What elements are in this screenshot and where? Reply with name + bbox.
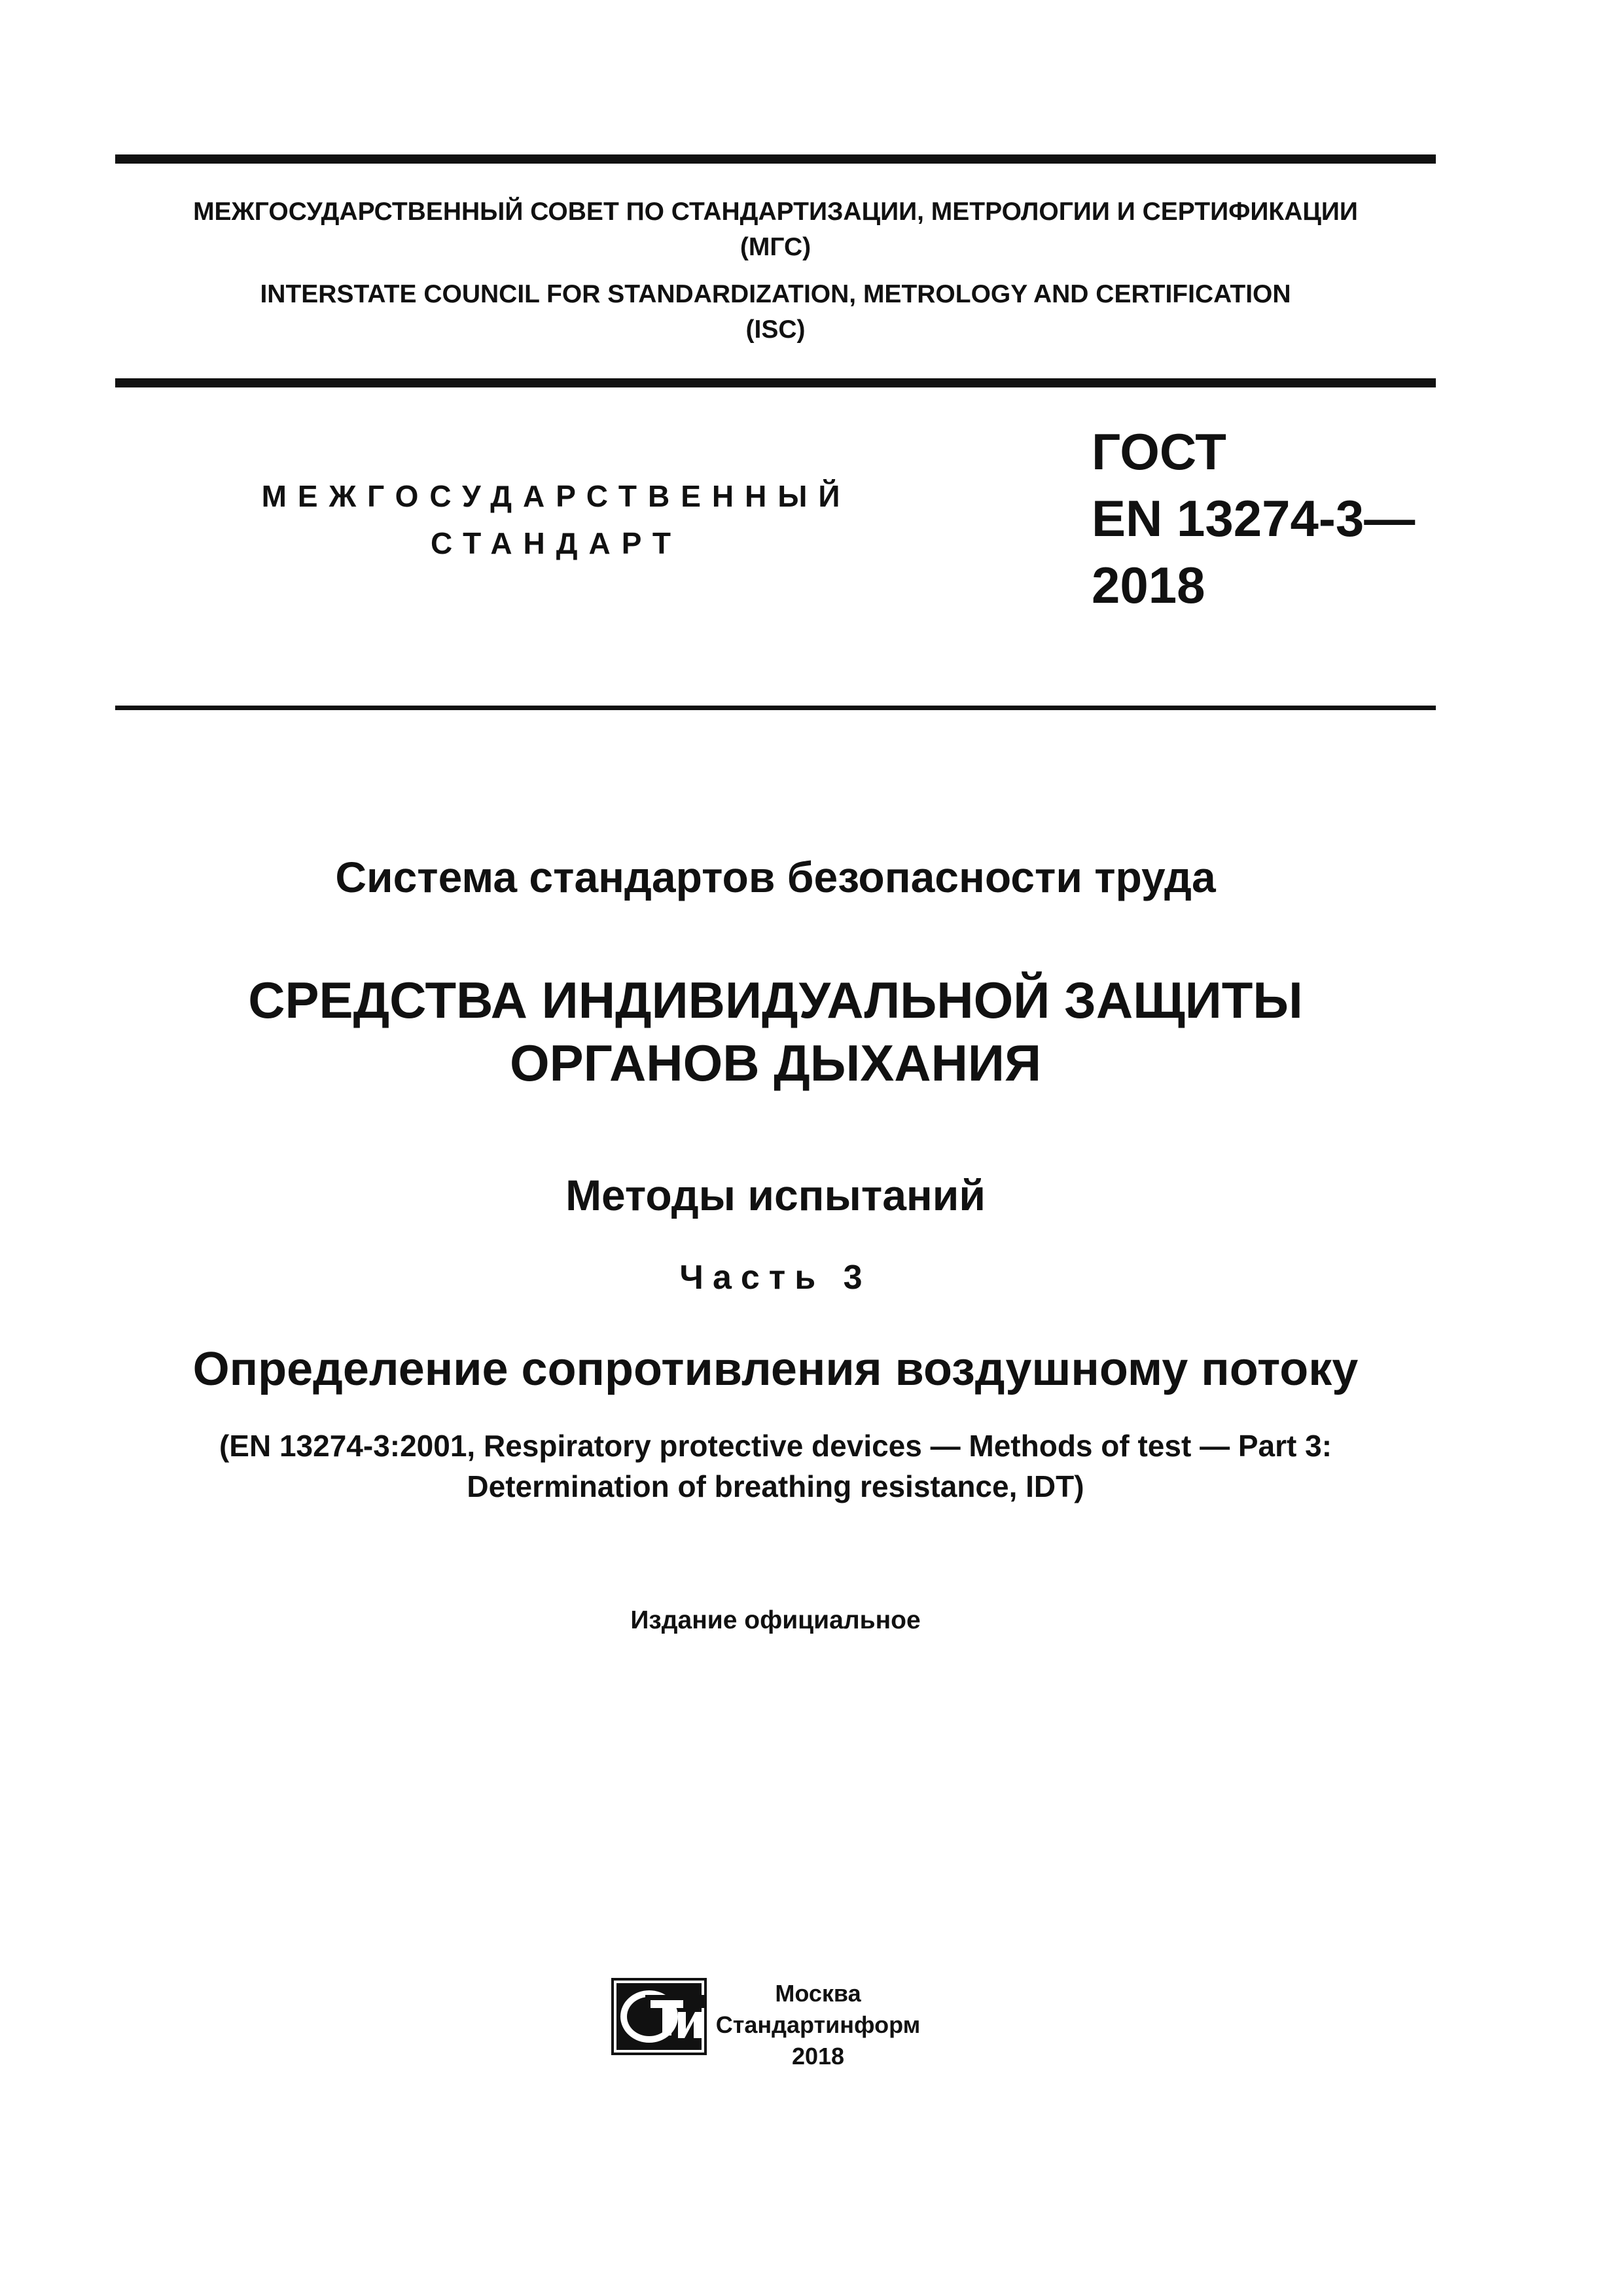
publisher-city: Москва bbox=[775, 1980, 861, 2007]
edition-note: Издание официальное bbox=[630, 1606, 921, 1634]
main-title-line1: СРЕДСТВА ИНДИВИДУАЛЬНОЙ ЗАЩИТЫ bbox=[248, 971, 1303, 1029]
designation-rule bbox=[115, 706, 1436, 710]
designation-line3: 2018 bbox=[1092, 556, 1205, 614]
designation-line1: ГОСТ bbox=[1092, 423, 1226, 480]
methods-title: Методы испытаний bbox=[565, 1171, 986, 1219]
publisher-year: 2018 bbox=[791, 2043, 845, 2070]
reference-line2: Determination of breathing resistance, IDT) bbox=[467, 1469, 1084, 1503]
council-name-en: INTERSTATE COUNCIL FOR STANDARDIZATION, METROLOGY AND CERTIFICATION bbox=[260, 280, 1291, 308]
top-rule bbox=[115, 154, 1436, 164]
standard-type-line2: СТАНДАРТ bbox=[431, 526, 682, 560]
main-title-line2: ОРГАНОВ ДЫХАНИЯ bbox=[509, 1034, 1042, 1092]
part-number: Часть 3 bbox=[679, 1259, 872, 1297]
reference-line1: (EN 13274-3:2001, Respiratory protective devices — Methods of test — Part 3: bbox=[219, 1429, 1332, 1463]
header-rule bbox=[115, 378, 1436, 387]
council-name-ru: МЕЖГОСУДАРСТВЕННЫЙ СОВЕТ ПО СТАНДАРТИЗАЦИИ, МЕТРОЛОГИИ И СЕРТИФИКАЦИИ bbox=[193, 198, 1358, 226]
council-abbr-en: (ISC) bbox=[745, 315, 806, 344]
publisher-name: Стандартинформ bbox=[715, 2011, 921, 2038]
part-subtitle: Определение сопротивления воздушному потоку bbox=[192, 1343, 1359, 1395]
standard-type-line1: МЕЖГОСУДАРСТВЕННЫЙ bbox=[261, 479, 851, 513]
standartinform-logo-icon bbox=[611, 1978, 707, 2055]
series-title: Система стандартов безопасности труда bbox=[335, 853, 1216, 901]
council-abbr-ru: (МГС) bbox=[740, 233, 812, 261]
designation-line2: EN 13274-3— bbox=[1092, 490, 1416, 547]
